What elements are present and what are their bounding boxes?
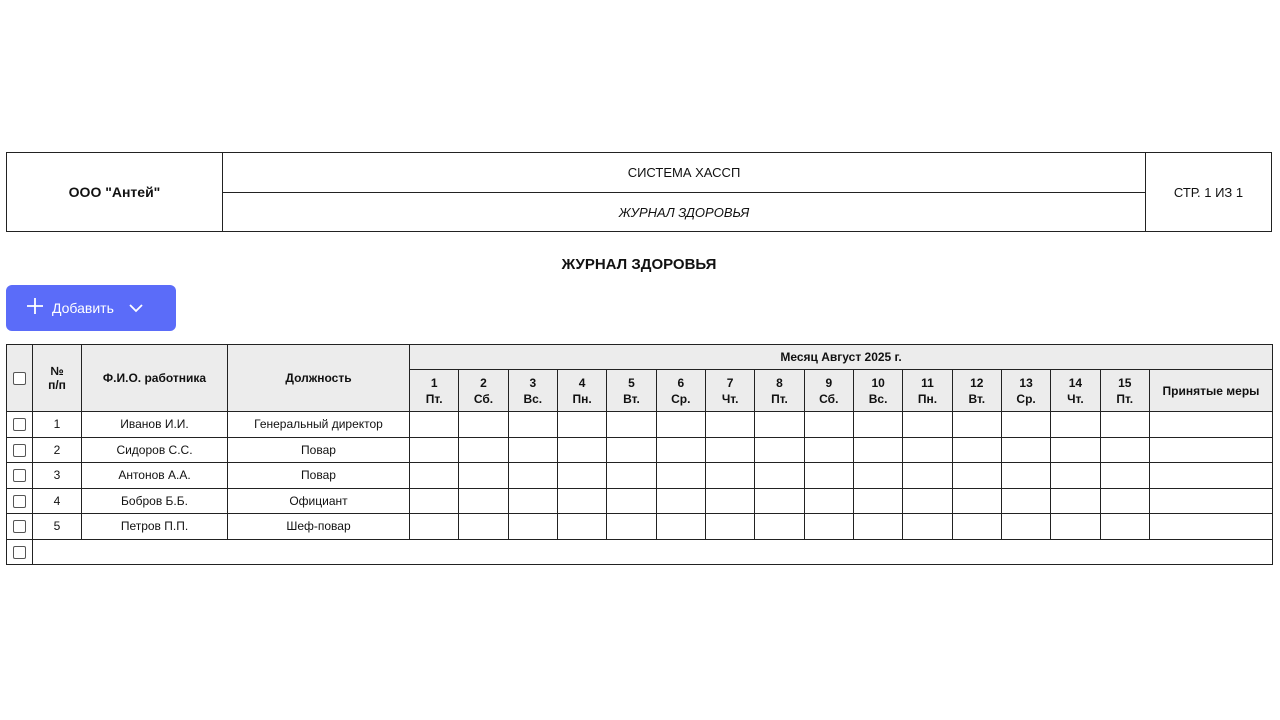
new-row-empty-cell[interactable] [33,539,1273,565]
col-number-header [33,345,82,412]
day-cell[interactable] [656,514,705,540]
day-header-13 [1001,370,1050,412]
day-weekday: Сб. [819,391,839,406]
row-number[interactable]: 1 [33,412,82,438]
day-cell[interactable] [557,463,606,489]
day-cell[interactable] [705,437,754,463]
day-cell[interactable] [656,412,705,438]
page-title: ЖУРНАЛ ЗДОРОВЬЯ [561,256,717,273]
day-cell[interactable] [903,488,952,514]
day-number: 1 [430,375,438,390]
day-cell[interactable] [853,463,902,489]
day-cell[interactable] [410,514,459,540]
day-cell[interactable] [557,514,606,540]
day-cell[interactable] [804,412,853,438]
new-row-select-cell [7,539,33,565]
day-cell[interactable] [656,463,705,489]
table-row [7,437,1273,463]
employee-name[interactable]: Антонов А.А. [82,463,228,489]
day-header-2 [459,370,508,412]
new-row-checkbox[interactable] [13,546,26,559]
day-cell[interactable] [952,437,1001,463]
table-row [7,488,1273,514]
row-checkbox[interactable] [13,444,26,457]
row-checkbox[interactable] [13,418,26,431]
select-all-checkbox[interactable] [13,372,26,385]
page-counter: СТР. 1 ИЗ 1 [1145,153,1271,231]
day-cell[interactable] [607,412,656,438]
day-weekday: Пн. [572,391,592,406]
day-cell[interactable] [1100,488,1149,514]
day-cell[interactable] [557,412,606,438]
day-cell[interactable] [705,488,754,514]
employee-position[interactable]: Повар [228,437,410,463]
day-cell[interactable] [1051,514,1100,540]
day-header-15 [1100,370,1149,412]
table-row [7,514,1273,540]
day-number: 9 [825,375,833,390]
measures-cell[interactable] [1149,488,1272,514]
day-cell[interactable] [459,412,508,438]
day-cell[interactable] [1001,463,1050,489]
day-header-5 [607,370,656,412]
day-cell[interactable] [607,514,656,540]
day-header-3 [508,370,557,412]
employee-name[interactable]: Петров П.П. [82,514,228,540]
day-cell[interactable] [1100,412,1149,438]
row-number[interactable]: 5 [33,514,82,540]
day-cell[interactable] [705,463,754,489]
day-cell[interactable] [804,463,853,489]
row-number[interactable]: 3 [33,463,82,489]
day-header-12 [952,370,1001,412]
row-select-cell [7,412,33,438]
row-number[interactable]: 4 [33,488,82,514]
row-select-cell [7,514,33,540]
day-cell[interactable] [607,463,656,489]
day-cell[interactable] [853,437,902,463]
day-number: 8 [776,375,783,390]
day-cell[interactable] [952,488,1001,514]
day-cell[interactable] [410,488,459,514]
day-number: 6 [677,375,685,390]
row-checkbox[interactable] [13,469,26,482]
col-measures-header: Принятые меры [1149,370,1272,412]
month-header: Месяц Август 2025 г. [410,345,1273,370]
new-row [7,539,1273,565]
day-cell[interactable] [853,514,902,540]
day-cell[interactable] [853,488,902,514]
day-number: 12 [970,375,984,390]
employee-name[interactable]: Сидоров С.С. [82,437,228,463]
day-cell[interactable] [656,488,705,514]
day-cell[interactable] [755,412,804,438]
day-cell[interactable] [1001,488,1050,514]
day-cell[interactable] [459,437,508,463]
day-number: 11 [921,375,934,390]
journal-name: ЖУРНАЛ ЗДОРОВЬЯ [618,204,750,220]
day-cell[interactable] [755,463,804,489]
day-cell[interactable] [557,437,606,463]
day-number: 5 [628,375,635,390]
day-weekday: Пт. [771,391,788,406]
day-cell[interactable] [755,488,804,514]
row-checkbox[interactable] [13,495,26,508]
employee-name[interactable]: Иванов И.И. [82,412,228,438]
employee-position[interactable]: Генеральный директор [228,412,410,438]
day-header-1 [410,370,459,412]
row-checkbox[interactable] [13,520,26,533]
day-cell[interactable] [705,514,754,540]
day-weekday: Вт. [968,391,986,406]
col-name-header: Ф.И.О. работника [82,345,228,412]
employee-position[interactable]: Повар [228,463,410,489]
day-cell[interactable] [1001,437,1050,463]
day-cell[interactable] [952,412,1001,438]
day-cell[interactable] [1001,412,1050,438]
day-weekday: Ср. [1016,391,1036,406]
table-row [7,412,1273,438]
day-number: 7 [726,375,734,390]
day-weekday: Чт. [721,391,739,406]
day-cell[interactable] [508,463,557,489]
day-cell[interactable] [1051,412,1100,438]
day-cell[interactable] [459,488,508,514]
header-middle [223,153,1145,231]
day-weekday: Ср. [671,391,691,406]
day-cell[interactable] [410,412,459,438]
col-number-label-1: № [50,364,64,378]
day-number: 2 [480,375,487,390]
day-header-8 [755,370,804,412]
day-header-10 [853,370,902,412]
select-all-cell [7,345,33,412]
day-cell[interactable] [804,514,853,540]
day-cell[interactable] [903,463,952,489]
day-number: 10 [871,375,885,390]
day-number: 15 [1118,375,1132,390]
day-cell[interactable] [1001,514,1050,540]
measures-cell[interactable] [1149,514,1272,540]
day-cell[interactable] [705,412,754,438]
day-cell[interactable] [508,488,557,514]
day-cell[interactable] [1051,437,1100,463]
day-header-9 [804,370,853,412]
day-number: 13 [1019,375,1033,390]
employee-position[interactable]: Шеф-повар [228,514,410,540]
measures-cell[interactable] [1149,437,1272,463]
day-number: 3 [529,375,537,390]
day-weekday: Вс. [868,391,888,406]
chevron-down-icon[interactable] [128,303,144,313]
day-header-14 [1051,370,1100,412]
day-cell[interactable] [952,463,1001,489]
day-cell[interactable] [755,437,804,463]
day-cell[interactable] [656,437,705,463]
day-weekday: Пт. [425,391,443,406]
day-number: 14 [1068,375,1083,390]
day-cell[interactable] [1051,488,1100,514]
organization-name: ООО "Антей" [7,153,223,231]
day-weekday: Вс. [523,391,543,406]
measures-cell[interactable] [1149,463,1272,489]
day-cell[interactable] [755,514,804,540]
employee-position[interactable]: Официант [228,488,410,514]
system-name: СИСТЕМА ХАССП [223,153,1145,193]
day-cell[interactable] [1100,463,1149,489]
row-number[interactable]: 2 [33,437,82,463]
day-weekday: Чт. [1067,391,1084,406]
day-cell[interactable] [410,437,459,463]
day-cell[interactable] [508,514,557,540]
day-header-4 [557,370,606,412]
day-cell[interactable] [508,412,557,438]
row-select-cell [7,463,33,489]
day-cell[interactable] [903,514,952,540]
day-weekday: Пн. [917,391,938,406]
add-button[interactable] [6,285,176,331]
day-cell[interactable] [459,514,508,540]
employee-name[interactable]: Бобров Б.Б. [82,488,228,514]
health-journal-table [6,344,1273,565]
day-cell[interactable] [903,412,952,438]
day-header-11 [903,370,952,412]
day-cell[interactable] [607,488,656,514]
day-cell[interactable] [410,463,459,489]
col-number-label-2: п/п [48,378,66,392]
day-number: 4 [578,375,586,390]
plus-icon [26,297,44,319]
day-cell[interactable] [853,412,902,438]
day-cell[interactable] [804,437,853,463]
row-select-cell [7,437,33,463]
day-cell[interactable] [459,463,508,489]
day-cell[interactable] [1100,514,1149,540]
day-weekday: Пт. [1116,391,1134,406]
document-header [6,152,1272,232]
day-cell[interactable] [804,488,853,514]
day-header-6 [656,370,705,412]
day-cell[interactable] [557,488,606,514]
day-cell[interactable] [1100,437,1149,463]
add-button-label: Добавить [52,300,114,316]
row-select-cell [7,488,33,514]
col-position-header: Должность [228,345,410,412]
day-cell[interactable] [607,437,656,463]
day-cell[interactable] [508,437,557,463]
day-weekday: Сб. [473,391,494,406]
day-weekday: Вт. [623,391,640,406]
measures-cell[interactable] [1149,412,1272,438]
day-cell[interactable] [952,514,1001,540]
day-header-7 [705,370,754,412]
table-row [7,463,1273,489]
day-cell[interactable] [903,437,952,463]
day-cell[interactable] [1051,463,1100,489]
